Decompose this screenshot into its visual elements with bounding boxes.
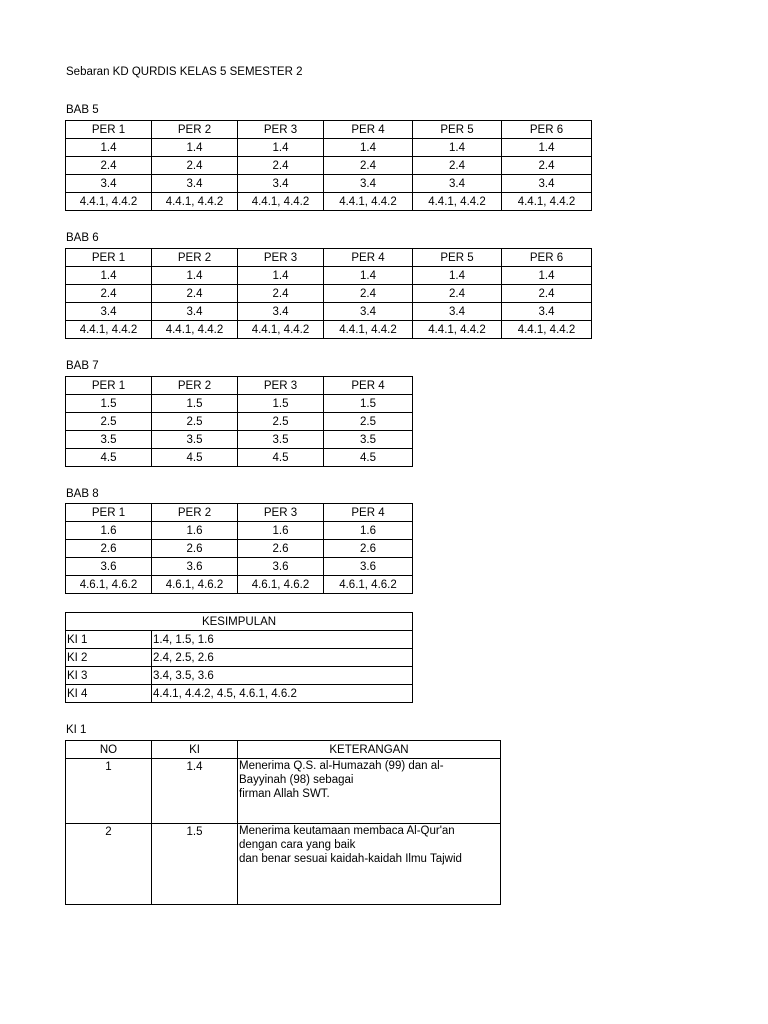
description-cell <box>238 824 501 905</box>
table-cell: 1.4 <box>152 267 238 285</box>
table-cell: 4.4.1, 4.4.2 <box>324 321 413 339</box>
ki1-label: KI 1 <box>66 724 87 736</box>
table-cell: 4.4.1, 4.4.2 <box>413 321 502 339</box>
table-cell: 1.4 <box>324 267 413 285</box>
table-cell: 2.4 <box>66 285 152 303</box>
table-cell: 1.4 <box>502 267 592 285</box>
table-header-row <box>66 121 592 139</box>
table-cell: 2.4 <box>66 157 152 175</box>
table-cell: 2.5 <box>238 413 324 431</box>
table-cell: 3.4 <box>413 175 502 193</box>
table-cell: 1.4 <box>66 267 152 285</box>
table-row <box>66 175 592 193</box>
table-cell: 3.6 <box>66 558 152 576</box>
table-cell: 2.4 <box>152 285 238 303</box>
table-row <box>66 267 592 285</box>
description-line: dan benar sesuai kaidah-kaidah Ilmu Tajwid <box>239 853 462 865</box>
table-cell: 3.4 <box>152 303 238 321</box>
table-row <box>66 685 413 703</box>
table-cell: 4.4.1, 4.4.2 <box>66 321 152 339</box>
ki1-table <box>65 740 501 905</box>
table-cell: 3.6 <box>152 558 238 576</box>
ki-values: 2.4, 2.5, 2.6 <box>152 649 413 667</box>
table-cell: 3.4 <box>66 175 152 193</box>
column-header: PER 6 <box>502 249 592 267</box>
table-header-row <box>66 613 413 631</box>
table-cell: 2.4 <box>502 285 592 303</box>
table-cell: 3.5 <box>238 431 324 449</box>
table-cell: 4.4.1, 4.4.2 <box>502 321 592 339</box>
table-cell: 4.4.1, 4.4.2 <box>66 193 152 211</box>
table-cell: 2.5 <box>66 413 152 431</box>
bab6-label: BAB 6 <box>66 232 99 244</box>
table-row <box>66 321 592 339</box>
table-row <box>66 540 413 558</box>
column-header: PER 2 <box>152 377 238 395</box>
column-header: PER 4 <box>324 377 413 395</box>
table-cell: 3.4 <box>413 303 502 321</box>
table-cell: 4.4.1, 4.4.2 <box>502 193 592 211</box>
table-cell: 3.4 <box>324 303 413 321</box>
table-row <box>66 667 413 685</box>
table-cell: 4.6.1, 4.6.2 <box>238 576 324 594</box>
table-cell: 1.6 <box>238 522 324 540</box>
table-cell: 1.6 <box>324 522 413 540</box>
table-cell: 1.6 <box>66 522 152 540</box>
column-header: PER 1 <box>66 377 152 395</box>
table-cell: 2.4 <box>238 157 324 175</box>
table-header-row <box>66 249 592 267</box>
column-header: KETERANGAN <box>238 741 501 759</box>
bab7-label: BAB 7 <box>66 360 99 372</box>
table-cell: 3.4 <box>238 303 324 321</box>
description-line: dengan cara yang baik <box>239 839 356 851</box>
ki-label: KI 3 <box>66 667 152 685</box>
row-number: 2 <box>66 824 152 905</box>
table-row <box>66 431 413 449</box>
kesimpulan-table <box>65 612 413 703</box>
table-row <box>66 395 413 413</box>
table-cell: 2.4 <box>324 285 413 303</box>
kesimpulan-header: KESIMPULAN <box>66 613 413 631</box>
description-line: Menerima keutamaan membaca Al-Qur'an <box>239 825 455 837</box>
bab7-table <box>65 376 413 467</box>
table-cell: 1.4 <box>66 139 152 157</box>
table-cell: 4.4.1, 4.4.2 <box>152 321 238 339</box>
table-row <box>66 558 413 576</box>
table-cell: 1.4 <box>152 139 238 157</box>
table-cell: 1.4 <box>413 267 502 285</box>
bab8-table <box>65 503 413 594</box>
ki-code: 1.4 <box>152 759 238 824</box>
column-header: PER 4 <box>324 121 413 139</box>
table-row <box>66 522 413 540</box>
table-cell: 1.4 <box>238 267 324 285</box>
table-cell: 3.5 <box>324 431 413 449</box>
table-cell: 3.6 <box>238 558 324 576</box>
row-number: 1 <box>66 759 152 824</box>
table-header-row <box>66 741 501 759</box>
column-header: PER 3 <box>238 249 324 267</box>
table-row <box>66 193 592 211</box>
table-row <box>66 759 501 824</box>
column-header: NO <box>66 741 152 759</box>
table-cell: 3.4 <box>238 175 324 193</box>
description-line: Menerima Q.S. al-Humazah (99) dan al- <box>239 760 444 772</box>
table-cell: 3.4 <box>502 175 592 193</box>
table-cell: 2.4 <box>413 157 502 175</box>
table-header-row <box>66 504 413 522</box>
ki-values: 3.4, 3.5, 3.6 <box>152 667 413 685</box>
table-row <box>66 649 413 667</box>
table-cell: 2.6 <box>66 540 152 558</box>
table-cell: 1.4 <box>238 139 324 157</box>
table-cell: 2.5 <box>324 413 413 431</box>
ki-label: KI 4 <box>66 685 152 703</box>
column-header: PER 4 <box>324 249 413 267</box>
bab8-label: BAB 8 <box>66 488 99 500</box>
table-cell: 4.4.1, 4.4.2 <box>238 193 324 211</box>
ki-label: KI 1 <box>66 631 152 649</box>
bab5-label: BAB 5 <box>66 104 99 116</box>
table-cell: 3.5 <box>152 431 238 449</box>
table-cell: 1.5 <box>66 395 152 413</box>
description-cell <box>238 759 501 824</box>
table-cell: 4.5 <box>324 449 413 467</box>
table-cell: 3.4 <box>502 303 592 321</box>
column-header: PER 2 <box>152 121 238 139</box>
column-header: PER 5 <box>413 249 502 267</box>
bab6-table <box>65 248 592 339</box>
table-cell: 1.4 <box>502 139 592 157</box>
ki-label: KI 2 <box>66 649 152 667</box>
description-line: firman Allah SWT. <box>239 788 330 800</box>
table-cell: 2.4 <box>324 157 413 175</box>
column-header: PER 2 <box>152 504 238 522</box>
column-header: PER 3 <box>238 377 324 395</box>
column-header: PER 3 <box>238 504 324 522</box>
table-cell: 3.4 <box>152 175 238 193</box>
table-cell: 4.6.1, 4.6.2 <box>66 576 152 594</box>
ki-code: 1.5 <box>152 824 238 905</box>
description-line: Bayyinah (98) sebagai <box>239 774 354 786</box>
table-row <box>66 631 413 649</box>
table-cell: 3.4 <box>66 303 152 321</box>
column-header: PER 5 <box>413 121 502 139</box>
bab5-table <box>65 120 592 211</box>
table-cell: 4.4.1, 4.4.2 <box>152 193 238 211</box>
page-title: Sebaran KD QURDIS KELAS 5 SEMESTER 2 <box>66 66 303 78</box>
table-cell: 1.5 <box>238 395 324 413</box>
table-cell: 2.4 <box>238 285 324 303</box>
table-cell: 2.5 <box>152 413 238 431</box>
table-cell: 4.4.1, 4.4.2 <box>324 193 413 211</box>
table-cell: 4.6.1, 4.6.2 <box>152 576 238 594</box>
table-cell: 1.5 <box>152 395 238 413</box>
table-cell: 2.6 <box>324 540 413 558</box>
column-header: PER 6 <box>502 121 592 139</box>
column-header: PER 2 <box>152 249 238 267</box>
table-cell: 2.6 <box>238 540 324 558</box>
table-cell: 1.5 <box>324 395 413 413</box>
table-cell: 3.5 <box>66 431 152 449</box>
column-header: PER 1 <box>66 249 152 267</box>
column-header: PER 3 <box>238 121 324 139</box>
table-cell: 2.6 <box>152 540 238 558</box>
table-row <box>66 449 413 467</box>
table-cell: 4.5 <box>66 449 152 467</box>
table-row <box>66 157 592 175</box>
table-row <box>66 576 413 594</box>
table-row <box>66 303 592 321</box>
table-cell: 4.4.1, 4.4.2 <box>238 321 324 339</box>
table-cell: 1.4 <box>413 139 502 157</box>
column-header: PER 4 <box>324 504 413 522</box>
table-cell: 2.4 <box>413 285 502 303</box>
table-cell: 3.4 <box>324 175 413 193</box>
table-cell: 4.5 <box>152 449 238 467</box>
column-header: PER 1 <box>66 121 152 139</box>
table-cell: 4.4.1, 4.4.2 <box>413 193 502 211</box>
table-cell: 3.6 <box>324 558 413 576</box>
table-cell: 1.4 <box>324 139 413 157</box>
table-cell: 4.6.1, 4.6.2 <box>324 576 413 594</box>
ki-values: 1.4, 1.5, 1.6 <box>152 631 413 649</box>
table-row <box>66 824 501 905</box>
column-header: PER 1 <box>66 504 152 522</box>
column-header: KI <box>152 741 238 759</box>
table-row <box>66 285 592 303</box>
table-cell: 4.5 <box>238 449 324 467</box>
table-row <box>66 139 592 157</box>
ki-values: 4.4.1, 4.4.2, 4.5, 4.6.1, 4.6.2 <box>152 685 413 703</box>
table-cell: 2.4 <box>502 157 592 175</box>
table-header-row <box>66 377 413 395</box>
table-row <box>66 413 413 431</box>
table-cell: 2.4 <box>152 157 238 175</box>
table-cell: 1.6 <box>152 522 238 540</box>
